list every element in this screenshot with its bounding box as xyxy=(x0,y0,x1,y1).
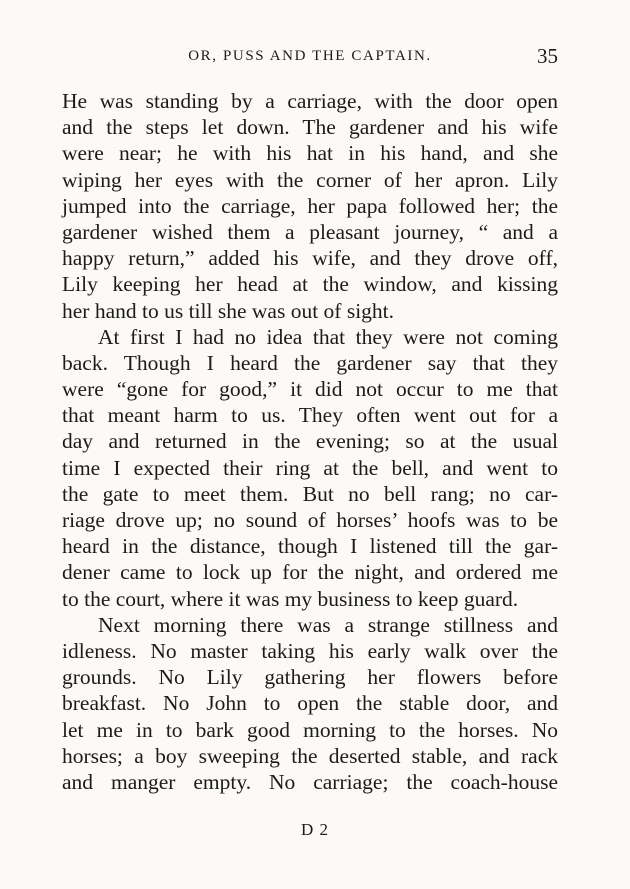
text-line: that meant harm to us. They often went out for a xyxy=(62,403,558,428)
text-line: wiping her eyes with the corner of her apron. Lily xyxy=(62,167,558,192)
page-header xyxy=(62,44,558,68)
text-line: the gate to meet them. But no bell rang; no car- xyxy=(62,481,558,506)
text-line: time I expected their ring at the bell, and went to xyxy=(62,455,558,480)
text-line: jumped into the carriage, her papa followed her; the xyxy=(62,193,558,218)
text-line: and the steps let down. The gardener and his wife xyxy=(62,115,558,140)
text-line: were near; he with his hat in his hand, and she xyxy=(62,141,558,166)
text-line: gardener wished them a pleasant journey, “ and a xyxy=(62,219,558,244)
text-line: let me in to bark good morning to the horses. No xyxy=(62,717,558,742)
text-line: back. Though I heard the gardener say that they xyxy=(62,350,558,375)
text-line: heard in the distance, though I listened till the gar- xyxy=(62,534,558,559)
running-title: OR, PUSS AND THE CAPTAIN. xyxy=(188,48,432,64)
body-text xyxy=(62,88,558,795)
text-line: and manger empty. No carriage; the coach-house xyxy=(62,769,558,794)
text-line: grounds. No Lily gathering her flowers before xyxy=(62,665,558,690)
text-line: day and returned in the evening; so at the usual xyxy=(62,429,558,454)
signature-mark: D 2 xyxy=(300,820,330,839)
paragraph-first-line: At first I had no idea that they were not coming xyxy=(98,324,558,349)
text-line: breakfast. No John to open the stable door, and xyxy=(62,691,558,716)
page-number: 35 xyxy=(537,44,558,68)
text-line: riage drove up; no sound of horses’ hoofs was to be xyxy=(62,508,558,532)
text-line: her hand to us till she was out of sight. xyxy=(62,298,395,323)
text-line: Lily keeping her head at the window, and kissing xyxy=(62,272,558,297)
text-line: dener came to lock up for the night, and ordered me xyxy=(62,560,558,585)
text-line: were “gone for good,” it did not occur to me that xyxy=(62,377,558,402)
text-line: He was standing by a carriage, with the door open xyxy=(62,89,558,113)
text-line: horses; a boy sweeping the deserted stable, and rack xyxy=(62,743,558,768)
text-line: happy return,” added his wife, and they drove off, xyxy=(62,246,558,271)
text-line: idleness. No master taking his early walk over the xyxy=(62,638,558,663)
text-line: to the court, where it was my business to keep guard. xyxy=(62,586,519,611)
paragraph-first-line: Next morning there was a strange stillness and xyxy=(98,612,558,637)
